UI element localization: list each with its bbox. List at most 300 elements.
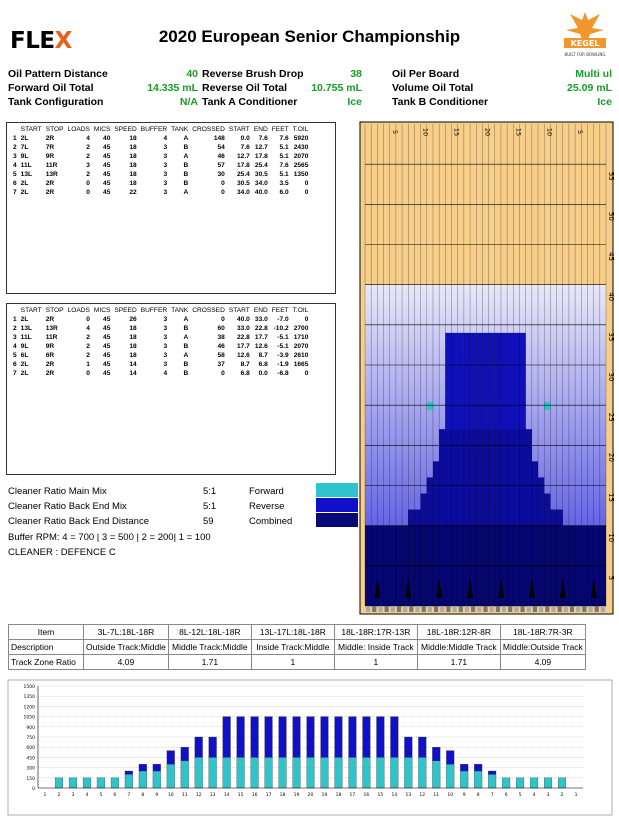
- x-tick-label: 12: [195, 793, 202, 798]
- forward-marker: [427, 402, 433, 410]
- cleaner-name: CLEANER : DEFENCE C: [8, 547, 116, 558]
- table-cell: 2565: [293, 162, 309, 169]
- bar-segment: [321, 717, 329, 758]
- grid-cell: 13L-17L:18L-18R: [251, 625, 334, 640]
- bar-segment: [125, 774, 133, 788]
- table-cell: 45: [103, 334, 111, 341]
- table-cell: 0: [221, 316, 225, 323]
- x-tick-label: 16: [251, 793, 258, 798]
- table-cell: 17.7: [254, 334, 268, 341]
- table-cell: 3: [163, 189, 168, 196]
- summary-label: Oil Per Board: [392, 68, 460, 80]
- table-cell: 6R: [45, 352, 55, 359]
- foot-label: 45: [607, 252, 615, 261]
- table-cell: 3: [163, 352, 168, 359]
- table-cell: 4: [13, 162, 17, 169]
- table-row: [11, 315, 310, 324]
- table-cell: 45: [103, 325, 111, 332]
- buffer-rpm: Buffer RPM: 4 = 700 | 3 = 500 | 2 = 200| 1 = 100: [8, 532, 211, 543]
- gutter-tick: [490, 606, 494, 612]
- column-header: LOADS: [67, 126, 90, 133]
- table-cell: 13R: [45, 171, 58, 178]
- bar-segment: [502, 778, 510, 788]
- y-tick-label: 600: [26, 746, 35, 752]
- table-cell: 17.7: [237, 343, 250, 350]
- bar-segment: [377, 717, 385, 758]
- column-header: T.OIL: [292, 126, 309, 133]
- table-cell: 3: [163, 343, 168, 350]
- board-label: 10: [421, 127, 430, 137]
- summary-value: 14.335 mL: [147, 82, 198, 94]
- table-cell: 9L: [20, 153, 29, 160]
- x-tick-label: 17: [265, 793, 272, 798]
- table-cell: 45: [103, 189, 111, 196]
- table-cell: A: [183, 316, 189, 323]
- table-cell: 2070: [293, 343, 309, 350]
- table-cell: 45: [103, 352, 111, 359]
- x-tick-label: 8: [476, 793, 480, 798]
- table-cell: 45: [103, 153, 111, 160]
- y-tick-label: 150: [26, 776, 35, 782]
- x-tick-label: 13: [209, 793, 216, 798]
- cleaner-ratio-value: 5:1: [203, 486, 217, 497]
- gutter-tick: [471, 606, 475, 612]
- table-cell: 18: [129, 171, 137, 178]
- gutter-tick: [415, 606, 419, 612]
- table-cell: 0: [221, 180, 225, 187]
- legend-swatch: [316, 513, 358, 527]
- column-header: END: [253, 126, 268, 133]
- x-tick-label: 9: [462, 793, 466, 798]
- table-cell: A: [183, 334, 189, 341]
- gutter-tick: [545, 606, 549, 612]
- bar-segment: [516, 778, 524, 788]
- bar-segment: [237, 717, 245, 758]
- x-tick-label: 1: [43, 793, 47, 798]
- table-cell: 3: [163, 334, 168, 341]
- summary-cell: [392, 81, 612, 95]
- page-title: 2020 European Senior Championship: [158, 27, 461, 46]
- x-tick-label: 18: [335, 793, 342, 798]
- x-tick-label: 2: [560, 793, 564, 798]
- bar-segment: [293, 757, 301, 788]
- legend-swatch: [316, 483, 358, 497]
- bar-segment: [418, 737, 426, 757]
- table-cell: 1350: [293, 171, 309, 178]
- column-header: BUFFER: [140, 126, 168, 133]
- summary-value: 40: [186, 68, 198, 80]
- bar-segment: [474, 764, 482, 771]
- gutter-tick: [459, 606, 463, 612]
- gutter-tick: [570, 606, 574, 612]
- x-tick-label: 16: [363, 793, 370, 798]
- table-cell: 18: [129, 343, 137, 350]
- summary-cell: [8, 81, 198, 95]
- foot-label: 15: [607, 493, 615, 502]
- table-row: [11, 333, 310, 342]
- summary-value: Multi ul: [575, 68, 612, 80]
- table-cell: 12.7: [254, 144, 268, 151]
- table-cell: B: [183, 361, 189, 368]
- bar-segment: [363, 757, 371, 788]
- gutter-tick: [496, 606, 500, 612]
- table-cell: 33.0: [237, 325, 250, 332]
- bar-segment: [446, 764, 454, 788]
- table-cell: 5: [13, 171, 17, 178]
- summary-cell: [392, 95, 612, 109]
- gutter-tick: [595, 606, 599, 612]
- x-tick-label: 19: [321, 793, 328, 798]
- bar-segment: [488, 774, 496, 788]
- table-cell: 22.8: [254, 325, 268, 332]
- bar-segment: [335, 717, 343, 758]
- gutter-tick: [391, 606, 395, 612]
- x-tick-label: 18: [279, 793, 286, 798]
- table-row: [11, 179, 310, 188]
- column-header: END: [253, 307, 268, 314]
- table-cell: 46: [217, 343, 225, 350]
- flex-logo: FLEX: [10, 28, 72, 54]
- x-tick-label: 12: [419, 793, 426, 798]
- column-header: SPEED: [114, 307, 137, 314]
- x-tick-label: 10: [447, 793, 454, 798]
- table-row: [11, 161, 310, 170]
- table-cell: 3: [163, 162, 168, 169]
- table-cell: 30: [217, 171, 225, 178]
- table-cell: B: [183, 171, 189, 178]
- board-label: 20: [483, 127, 492, 137]
- grid-cell: Inside Track:Middle: [251, 640, 334, 655]
- bar-segment: [279, 757, 287, 788]
- cleaner-ratio-label: Cleaner Ratio Back End Distance: [8, 516, 149, 527]
- grid-cell: 3L-7L:18L-18R: [84, 625, 169, 640]
- gutter-tick: [440, 606, 444, 612]
- table-cell: 3: [13, 334, 17, 341]
- legend-label: Reverse: [249, 501, 285, 512]
- table-cell: B: [183, 180, 189, 187]
- table-cell: 25.4: [254, 162, 268, 169]
- board-label: 5: [576, 129, 585, 135]
- table-cell: 9R: [45, 343, 55, 350]
- table-cell: 7.6: [279, 162, 289, 169]
- table-cell: 2: [13, 144, 17, 151]
- y-tick-label: 900: [26, 725, 35, 731]
- bar-segment: [69, 778, 77, 788]
- gutter-tick: [514, 606, 518, 612]
- table-cell: 2430: [293, 144, 309, 151]
- bar-segment: [251, 757, 259, 788]
- table-cell: B: [183, 343, 189, 350]
- column-header: START: [228, 126, 250, 133]
- table-cell: 11R: [45, 334, 58, 341]
- bar-segment: [474, 771, 482, 788]
- cleaner-ratio-value: 5:1: [203, 501, 217, 512]
- gutter-tick: [527, 606, 531, 612]
- table-cell: 11R: [45, 162, 58, 169]
- table-cell: 3: [163, 361, 168, 368]
- table-cell: 17.8: [237, 162, 250, 169]
- gutter-tick: [520, 606, 524, 612]
- foot-label: 50: [607, 211, 615, 221]
- summary-cell: [202, 81, 362, 95]
- gutter-tick: [502, 606, 506, 612]
- table-cell: 7.6: [240, 144, 250, 151]
- table-cell: -6.8: [277, 370, 289, 377]
- gutter-tick: [385, 606, 389, 612]
- x-tick-label: 15: [377, 793, 384, 798]
- table-cell: 2L: [20, 370, 29, 377]
- table-cell: 2L: [20, 189, 29, 196]
- table-cell: 6.8: [258, 361, 268, 368]
- table-cell: 0: [86, 180, 90, 187]
- x-tick-label: 4: [532, 793, 536, 798]
- gutter-tick: [601, 606, 605, 612]
- forward-marker: [544, 402, 550, 410]
- grid-cell: Outside Track:Middle: [84, 640, 169, 655]
- table-cell: 0: [86, 316, 90, 323]
- table-cell: 3: [13, 153, 17, 160]
- bar-segment: [237, 757, 245, 788]
- bar-segment: [139, 771, 147, 788]
- bar-segment: [391, 717, 399, 758]
- bar-segment: [181, 747, 189, 761]
- bar-segment: [460, 764, 468, 771]
- x-tick-label: 14: [223, 793, 230, 798]
- kegel-tag: BUILT FOR BOWLING: [564, 52, 606, 57]
- grid-cell: Item: [9, 625, 84, 640]
- table-cell: 0.0: [258, 370, 268, 377]
- table-cell: A: [183, 153, 189, 160]
- table-cell: 1710: [293, 334, 309, 341]
- bar-segment: [167, 751, 175, 765]
- grid-cell: 4.09: [500, 655, 585, 670]
- table-row: [11, 342, 310, 351]
- x-tick-label: 3: [546, 793, 550, 798]
- table-cell: 2: [86, 352, 90, 359]
- x-tick-label: 8: [141, 793, 145, 798]
- grid-cell: Track Zone Ratio: [9, 655, 84, 670]
- grid-cell: 18L-18R:17R-13R: [334, 625, 417, 640]
- table-cell: 12.7: [237, 153, 250, 160]
- y-tick-label: 750: [26, 736, 35, 741]
- table-cell: 5.1: [279, 153, 289, 160]
- bar-segment: [335, 757, 343, 788]
- table-cell: 6.0: [279, 189, 289, 196]
- board-label: 5: [390, 129, 399, 135]
- table-cell: 9L: [20, 343, 29, 350]
- kegel-logo: [560, 8, 610, 60]
- table-cell: 3: [163, 144, 168, 151]
- grid-cell: Middle: Inside Track: [334, 640, 417, 655]
- table-cell: 18: [129, 153, 137, 160]
- column-header: [11, 125, 19, 134]
- table-cell: 0: [304, 370, 309, 377]
- table-cell: 13L: [20, 325, 33, 332]
- table-cell: 18: [129, 135, 137, 142]
- bar-segment: [349, 717, 357, 758]
- table-cell: 18: [129, 325, 137, 332]
- x-tick-label: 20: [307, 793, 314, 798]
- x-tick-label: 3: [71, 793, 75, 798]
- summary-cell: [202, 67, 362, 81]
- bar-segment: [432, 761, 440, 788]
- summary-label: Forward Oil Total: [8, 82, 94, 94]
- table-cell: 40: [103, 135, 111, 142]
- column-header: START: [20, 126, 42, 133]
- table-cell: B: [183, 370, 189, 377]
- bar-segment: [307, 717, 315, 758]
- table-cell: 0: [304, 180, 309, 187]
- table-cell: 0: [304, 316, 309, 323]
- table-cell: 6.8: [240, 370, 250, 377]
- legend-label: Forward: [249, 486, 284, 497]
- table-cell: 45: [103, 370, 111, 377]
- table-cell: 6L: [20, 352, 29, 359]
- table-cell: 34.0: [237, 189, 250, 196]
- table-cell: 3.5: [279, 180, 289, 187]
- cleaner-ratio-label: Cleaner Ratio Back End Mix: [8, 501, 127, 512]
- grid-cell: Middle:Outside Track: [500, 640, 585, 655]
- bar-segment: [279, 717, 287, 758]
- table-cell: 4: [86, 135, 90, 142]
- x-tick-label: 4: [85, 793, 89, 798]
- table-cell: 2: [13, 325, 17, 332]
- table-cell: 4: [163, 370, 168, 377]
- y-tick-label: 450: [26, 756, 35, 762]
- summary-label: Tank A Conditioner: [202, 96, 298, 108]
- bar-segment: [251, 717, 259, 758]
- x-tick-label: 6: [113, 793, 117, 798]
- bar-segment: [265, 757, 273, 788]
- table-cell: 22: [129, 189, 137, 196]
- table-row: [11, 152, 310, 161]
- grid-cell: 18L-18R:12R-8R: [417, 625, 500, 640]
- x-tick-label: 14: [391, 793, 398, 798]
- table-cell: 4: [86, 325, 90, 332]
- x-tick-label: 6: [504, 793, 508, 798]
- table-cell: B: [183, 325, 189, 332]
- kegel-name: KEGEL: [570, 39, 600, 48]
- table-cell: 4: [13, 343, 17, 350]
- table-cell: 3: [163, 325, 168, 332]
- table-cell: 2R: [45, 189, 55, 196]
- board-label: 10: [545, 127, 554, 137]
- summary-value: Ice: [597, 96, 612, 108]
- y-tick-label: 1500: [23, 685, 35, 690]
- oil-volume-chart: [8, 680, 612, 815]
- foot-label: 35: [607, 332, 615, 342]
- bar-segment: [265, 717, 273, 758]
- table-cell: 1: [13, 316, 17, 323]
- table-cell: 1: [86, 361, 90, 368]
- grid-cell: 4.09: [84, 655, 169, 670]
- table-cell: 45: [103, 162, 111, 169]
- board-label: 15: [514, 127, 523, 137]
- table-cell: 18: [129, 162, 137, 169]
- table-cell: 45: [103, 316, 111, 323]
- table-cell: 8.7: [258, 352, 268, 359]
- table-cell: 2R: [45, 370, 55, 377]
- bar-segment: [460, 771, 468, 788]
- bar-segment: [391, 757, 399, 788]
- grid-cell: 1: [251, 655, 334, 670]
- table-cell: 6: [13, 361, 17, 368]
- bar-segment: [195, 757, 203, 788]
- table-cell: A: [183, 135, 189, 142]
- table-cell: 46: [217, 153, 225, 160]
- y-tick-label: 300: [26, 766, 35, 772]
- table-cell: -10.2: [273, 325, 289, 332]
- summary-label: Oil Pattern Distance: [8, 68, 108, 80]
- grid-cell: Middle Track:Middle: [168, 640, 251, 655]
- gutter-tick: [551, 606, 555, 612]
- table-cell: -3.9: [277, 352, 289, 359]
- table-cell: 8.7: [240, 361, 250, 368]
- x-tick-label: 17: [349, 793, 356, 798]
- board-label: 15: [452, 127, 461, 137]
- bar-segment: [97, 778, 105, 788]
- x-tick-label: 10: [167, 793, 174, 798]
- table-row: [11, 360, 310, 369]
- grid-row: [9, 655, 586, 670]
- gutter-tick: [372, 606, 376, 612]
- table-row: [11, 351, 310, 360]
- table-cell: 18: [129, 144, 137, 151]
- bar-segment: [209, 757, 217, 788]
- table-cell: 13R: [45, 325, 58, 332]
- bar-segment: [195, 737, 203, 757]
- table-cell: 37: [217, 361, 225, 368]
- table-cell: 2: [86, 144, 90, 151]
- summary-value: 25.09 mL: [567, 82, 612, 94]
- table-row: [11, 170, 310, 179]
- x-tick-label: 7: [490, 793, 494, 798]
- summary-cell: [202, 95, 362, 109]
- summary-label: Tank Configuration: [8, 96, 104, 108]
- table-cell: 54: [217, 144, 225, 151]
- grid-cell: 8L-12L:18L-18R: [168, 625, 251, 640]
- pattern-summary: [8, 67, 612, 109]
- column-header: CROSSED: [192, 126, 225, 133]
- table-cell: 7L: [20, 144, 29, 151]
- table-cell: 4: [163, 135, 168, 142]
- summary-value: N/A: [179, 96, 198, 108]
- table-cell: 2: [86, 343, 90, 350]
- table-cell: B: [183, 144, 189, 151]
- table-cell: 14: [129, 361, 137, 368]
- table-cell: 2L: [20, 316, 29, 323]
- column-header: START: [20, 307, 42, 314]
- table-row: [11, 134, 310, 143]
- bar-segment: [125, 771, 133, 774]
- table-cell: 18: [129, 180, 137, 187]
- foot-label: 55: [607, 171, 615, 181]
- table-cell: 2: [86, 171, 90, 178]
- table-cell: 2700: [293, 325, 309, 332]
- x-tick-label: 2: [57, 793, 61, 798]
- table-cell: 18: [129, 352, 137, 359]
- table-cell: 3: [163, 153, 168, 160]
- grid-cell: 1: [334, 655, 417, 670]
- gutter-tick: [403, 606, 407, 612]
- column-header: MICS: [93, 126, 111, 133]
- table-cell: 5.1: [279, 144, 289, 151]
- foot-label: 10: [607, 533, 615, 543]
- y-tick-label: 1050: [23, 715, 35, 721]
- column-header: LOADS: [67, 307, 90, 314]
- table-cell: 5920: [293, 135, 309, 142]
- table-cell: 45: [103, 171, 111, 178]
